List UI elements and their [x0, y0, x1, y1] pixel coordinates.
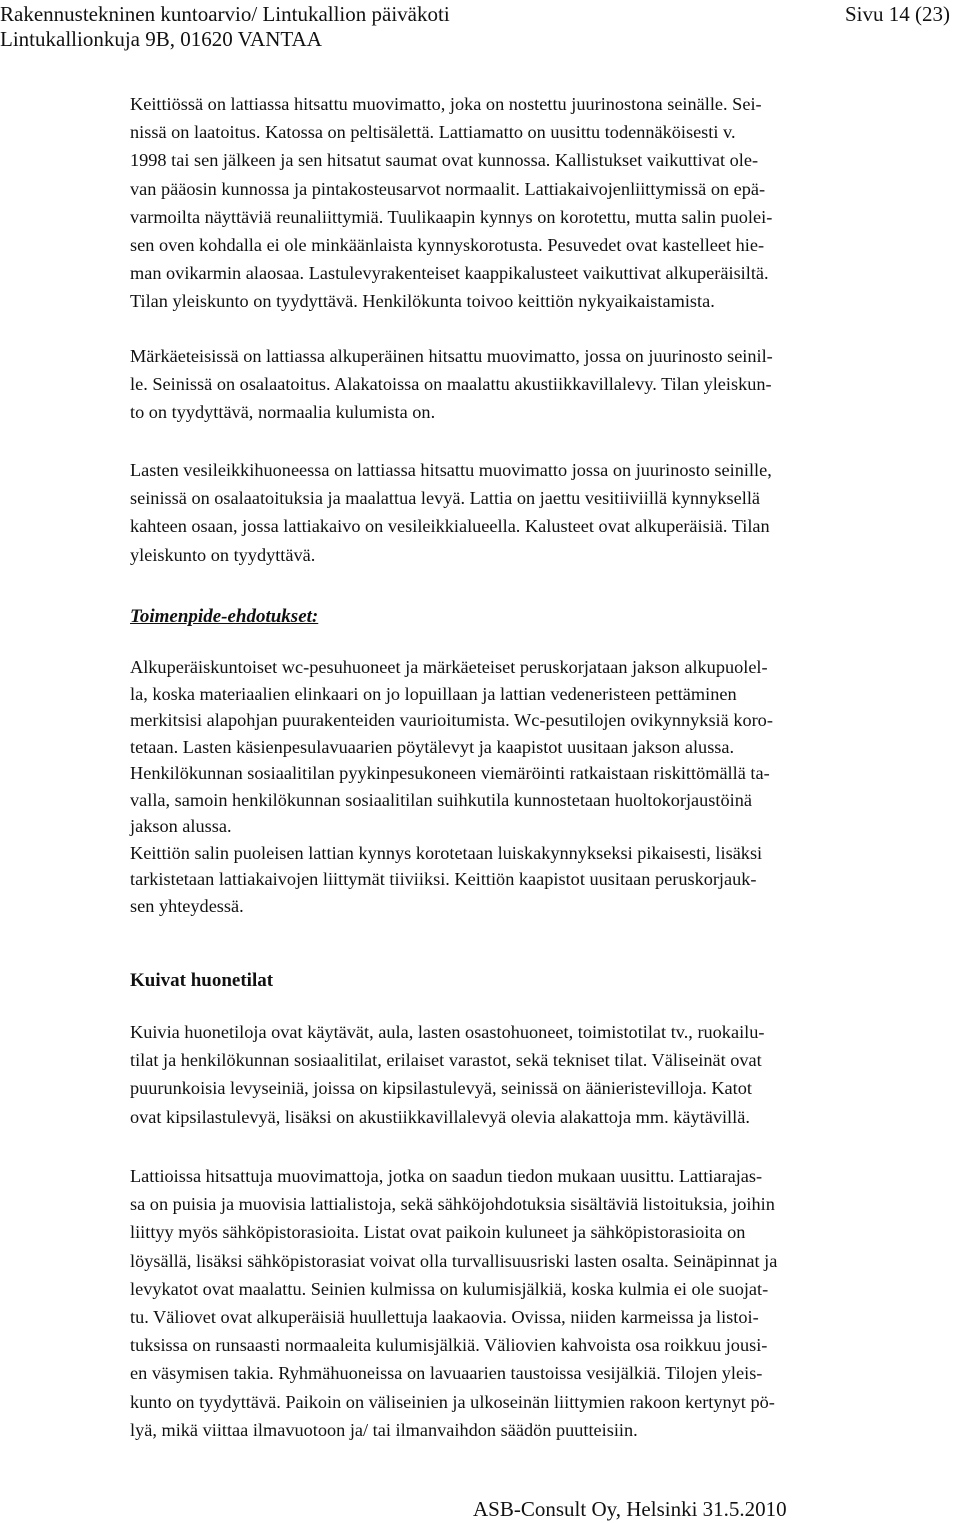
paragraph-floors [130, 1162, 777, 1444]
text-line: varmoilta näyttäviä reunaliittymiä. Tuulikaapin kynnys on korotettu, mutta salin puolei- [130, 206, 773, 227]
footer: ASB-Consult Oy, Helsinki 31.5.2010 [473, 1497, 787, 1521]
text-line: ovat kipsilastulevyä, lisäksi on akustiikkavillalevyä olevia alakattoja mm. käytävillä. [130, 1106, 750, 1127]
text-line: valla, samoin henkilökunnan sosiaalitilan suihkutila kunnostetaan huoltokorjaustöinä [130, 789, 752, 810]
text-line: löysällä, lisäksi sähköpistorasiat voivat olla turvallisuusriski lasten osalta. Seinäpinnat ja [130, 1250, 778, 1271]
page-number: Sivu 14 (23) [845, 2, 950, 26]
paragraph-kitchen [130, 90, 772, 316]
text-line: tarkistetaan lattiakaivojen liittymät tiiviiksi. Keittiön kaapistot uusitaan peruskorjauk- [130, 869, 757, 889]
text-line: Alkuperäiskuntoiset wc-pesuhuoneet ja märkäeteiset peruskorjataan jakson alkupuolel- [130, 657, 768, 677]
header-title: Rakennustekninen kuntoarvio/ Lintukallion päiväkoti [0, 2, 450, 26]
text-line: Tilan yleiskunto on tyydyttävä. Henkilökunta toivoo keittiön nykyaikaistamista. [130, 291, 715, 312]
text-line: Keittiön salin puoleisen lattian kynnys korotetaan luiskakynnykseksi pikaisesti, lisäksi [130, 842, 763, 863]
text-line: le. Seinissä on osalaatoitus. Alakatoissa on maalattu akustiikkavillalevy. Tilan yleiskun- [130, 374, 772, 395]
heading-kuivat: Kuivat huonetilat [130, 970, 274, 991]
text-line: tuksissa on runsaasti normaaleita kulumisjälkiä. Väliovien kahvoista osa roikkuu jousi- [130, 1335, 768, 1356]
text-line: Lasten vesileikkihuoneessa on lattiassa hitsattu muovimatto jossa on juurinosto seinille, [130, 460, 772, 480]
paragraph-water-play-room [130, 456, 772, 569]
paragraph-wet-entrances [130, 342, 773, 427]
text-line: lyä, mikä viittaa ilmavuotoon ja/ tai ilmanvaihdon säädön puutteisiin. [130, 1419, 638, 1440]
text-line: Keittiössä on lattiassa hitsattu muovimatto, joka on nostettu juurinostona seinälle. Sei- [130, 94, 762, 114]
text-line: en väsymisen takia. Ryhmähuoneissa on lavuaarien taustoissa vesijälkiä. Tilojen yleis- [130, 1363, 763, 1384]
text-line: jakson alussa. [130, 816, 232, 836]
text-line: levykatot ovat maalattu. Seinien kulmissa on kulumisjälkiä, koska kulmia ei ole suojat- [130, 1278, 769, 1299]
text-line: 1998 tai sen jälkeen ja sen hitsatut saumat ovat kunnossa. Kallistukset vaikuttivat ole- [130, 150, 759, 171]
heading-toimenpide: Toimenpide-ehdotukset: [130, 606, 319, 627]
text-line: tetaan. Lasten käsienpesulavuaarien pöytälevyt ja kaapistot uusitaan jakson alussa. [130, 736, 735, 757]
text-line: to on tyydyttävä, normaalia kulumista on. [130, 402, 436, 423]
text-line: la, koska materiaalien elinkaari on jo lopuillaan ja lattian vedeneristeen pettäminen [130, 683, 737, 704]
text-line: seinissä on osalaatoituksia ja maalattua levyä. Lattia on jaettu vesitiiviillä kynnyksellä [130, 488, 761, 509]
paragraph-dry-rooms [130, 1018, 764, 1131]
text-line: sa on puisia ja muovisia lattialistoja, sekä sähköjohdotuksia sisältäviä listoituksia, joihin [130, 1194, 775, 1215]
text-line: merkitsisi alapohjan puurakenteiden vaurioitumista. Wc-pesutilojen ovikynnyksiä koro- [130, 710, 773, 730]
paragraph-actions [130, 654, 773, 919]
text-line: tilat ja henkilökunnan sosiaalitilat, erilaiset varastot, sekä tekniset tilat. Väliseinät ovat [130, 1050, 762, 1071]
text-line: nissä on laatoitus. Katossa on peltisälettä. Lattiamatto on uusittu todennäköisesti v. [130, 122, 736, 143]
text-line: tu. Väliovet ovat alkuperäisiä huullettuja laakaovia. Ovissa, niiden karmeissa ja listoi- [130, 1307, 759, 1328]
text-line: Henkilökunnan sosiaalitilan pyykinpesukoneen viemäröinti ratkaistaan riskittömällä ta- [130, 763, 770, 783]
text-line: kahteen osaan, jossa lattiakaivo on vesileikkialueella. Kalusteet ovat alkuperäisiä. Tilan [130, 516, 770, 537]
text-line: sen oven kohdalla ei ole minkäänlaista kynnyskorotusta. Pesuvedet ovat kastelleet hie- [130, 235, 765, 256]
text-line: yleiskunto on tyydyttävä. [130, 544, 316, 565]
text-line: Märkäeteisissä on lattiassa alkuperäinen hitsattu muovimatto, jossa on juurinosto seinil- [130, 346, 773, 366]
text-line: kunto on tyydyttävä. Paikoin on väliseinien ja ulkoseinän liittymien rakoon kertynyt pö- [130, 1391, 775, 1412]
text-line: puurunkoisia levyseiniä, joissa on kipsilastulevyä, seinissä on äänieristevilloja. Katot [130, 1078, 752, 1099]
text-line: Lattioissa hitsattuja muovimattoja, jotka on saadun tiedon mukaan uusittu. Lattiarajas- [130, 1166, 763, 1186]
text-line: man ovikarmin alaosaa. Lastulevyrakenteiset kaappikalusteet vaikuttivat alkuperäisiltä. [130, 263, 769, 284]
text-line: Kuivia huonetiloja ovat käytävät, aula, lasten osastohuoneet, toimistotilat tv., ruokailu- [130, 1022, 765, 1042]
text-line: liittyy myös sähköpistorasioita. Listat ovat paikoin kuluneet ja sähköpistorasioita on [130, 1222, 746, 1243]
header-address: Lintukallionkuja 9B, 01620 VANTAA [0, 27, 322, 51]
text-line: sen yhteydessä. [130, 895, 244, 916]
text-line: van pääosin kunnossa ja pintakosteusarvot normaalit. Lattiakaivojenliittymissä on epä- [130, 178, 766, 199]
